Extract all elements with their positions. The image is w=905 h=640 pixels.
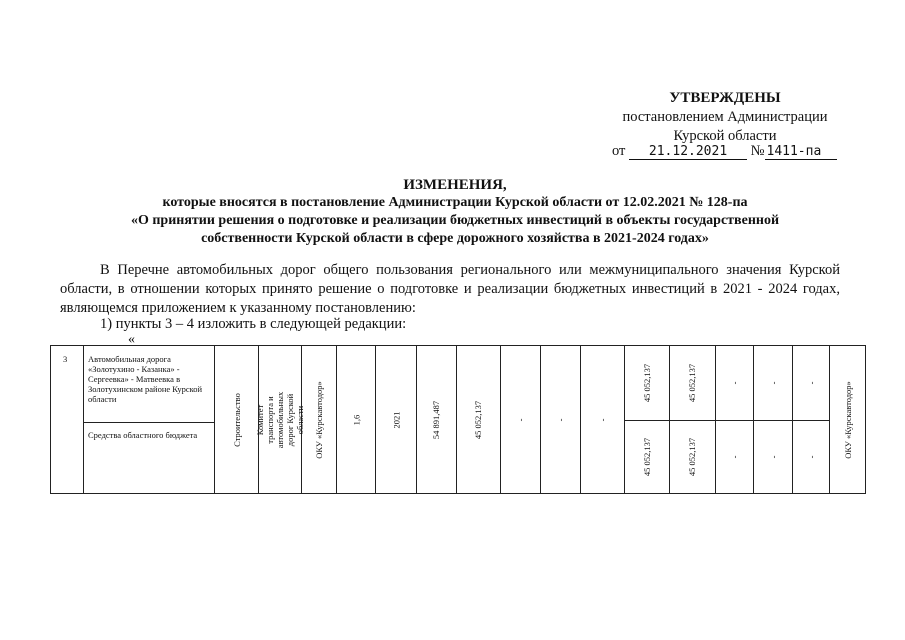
table-dash-2: - xyxy=(555,418,566,421)
approval-line-2: Курской области xyxy=(673,128,777,144)
table-total-bottom: 45 052,137 xyxy=(642,437,652,477)
table-work-type: Строительство xyxy=(231,392,242,447)
heading-line-3: собственности Курской области в сфере дорожного хозяйства в 2021-2024 годах» xyxy=(201,231,709,246)
heading-line-1: которые вносятся в постановление Администрации Курской области от 12.02.2021 № 128-па xyxy=(162,195,748,210)
table-funding-source: Средства областного бюджета xyxy=(88,430,198,440)
table-length: 1,6 xyxy=(351,414,361,425)
table-object-name: Автомобильная дорога «Золотухино - Казанка» - Сергеевка» - Матвеевка в Золотухинском районе Курской области xyxy=(88,354,203,404)
body-paragraph: В Перечне автомобильных дорог общего пользования регионального или межмуниципального значения Курской области, в отношении которых принято решение о подготовке и реализации бюджетных инвестиций в 2021 - 2024 годах, являющемся приложением к указанному постановлению: xyxy=(60,262,840,316)
approval-date: 21.12.2021 xyxy=(629,144,747,160)
body-item-1: 1) пункты 3 – 4 изложить в следующей редакции: xyxy=(100,316,407,332)
table-ordering-body: Комитет транспорта и автомобильных дорог Курской области xyxy=(255,391,305,448)
table-dash-3: - xyxy=(597,418,608,421)
table-year: 2021 xyxy=(391,411,401,428)
table-investment-amount: 45 052,137 xyxy=(473,400,484,439)
heading-title: ИЗМЕНЕНИЯ, xyxy=(403,177,507,193)
table-2021-top: 45 052,137 xyxy=(687,363,698,403)
table-2023-bottom: - xyxy=(768,455,778,459)
data-table xyxy=(50,345,866,494)
table-total-top: 45 052,137 xyxy=(642,363,652,403)
table-developer: ОКУ «Курскавтодор» xyxy=(314,380,324,459)
table-2022-bottom: - xyxy=(729,455,740,459)
approval-number: 1411-па xyxy=(765,144,837,160)
date-prefix: от xyxy=(612,143,626,159)
heading-line-2: «О принятии решения о подготовке и реализации бюджетных инвестиций в объекты государственной xyxy=(130,213,780,228)
open-quote: « xyxy=(128,332,135,347)
table-2024-bottom: - xyxy=(806,455,816,459)
table-recipient: ОКУ «Курскавтодор» xyxy=(842,380,853,459)
table-2024-top: - xyxy=(806,381,816,385)
table-2022-top: - xyxy=(729,381,740,385)
table-estimated-cost: 54 891,487 xyxy=(431,400,442,439)
document-heading xyxy=(60,176,850,248)
table-dash-1: - xyxy=(515,418,526,421)
table-row-number: 3 xyxy=(63,354,68,364)
approval-title: УТВЕРЖДЕНЫ xyxy=(669,90,781,106)
approval-line-1: постановлением Администрации xyxy=(622,109,828,125)
approval-block xyxy=(590,89,860,146)
table-2023-top: - xyxy=(768,381,778,385)
table-2021-bottom: 45 052,137 xyxy=(687,437,698,477)
approval-date-line xyxy=(612,143,837,160)
number-prefix: № xyxy=(750,143,765,159)
